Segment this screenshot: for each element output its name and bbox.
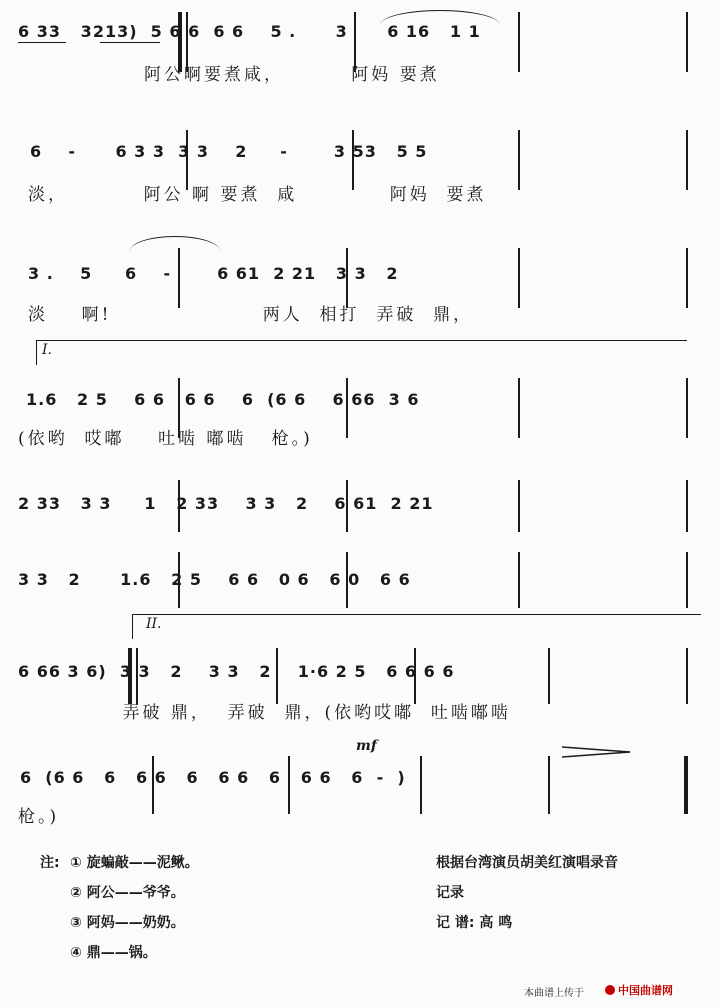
barline [186,130,188,190]
site-logo [605,982,673,998]
underline [100,42,160,43]
barline [178,552,180,608]
barline [352,130,354,190]
score-row-1 [0,0,719,115]
footnote-item: ④ 鼎——锅。 [70,945,157,961]
barline [548,756,550,814]
barline [136,648,138,704]
volta-1-bracket [36,340,687,365]
source-line-3: 记 谱: 高 鸣 [436,915,513,931]
barline [346,480,348,532]
lyrics-row-3: 淡 啊! 两人 相打 弄破 鼎， [28,305,474,325]
source-line-2: 记录 [436,885,464,901]
barline [518,552,520,608]
barline [186,12,188,72]
barline [686,480,688,532]
score-row-2 [0,118,719,228]
barline [518,12,520,72]
footnote-item: ② 阿公——爷爷。 [70,885,185,901]
volta-2-label: II. [146,616,162,632]
notes-row-8: 6 (6 6 6 6 6 6 6 6 6 6 6 6 - ) [20,768,406,787]
logo-icon [605,985,615,995]
barline [346,552,348,608]
notes-row-3: 3 . 5 6 - 6 61 2 21 3 3 2 [28,264,399,283]
lyrics-row-1: 阿公啊要煮咸， 阿妈 要煮 [18,65,440,85]
volta-1-label: I. [42,342,52,358]
footnote-item: ③ 阿妈——奶奶。 [70,915,185,931]
footnotes-title: 注: [40,855,60,871]
barline [178,378,180,438]
barline [518,480,520,532]
notes-row-6: 3 3 2 1.6 2 5 6 6 0 6 6 0 6 6 [18,570,411,589]
source-credit [436,848,656,938]
barline [548,648,550,704]
score-row-7 [0,640,719,736]
notes-row-1: 6 33 3213) 5 6 6 6 6 5 . 3 6 16 1 1 [18,22,481,41]
barline [354,12,356,72]
barline [686,378,688,438]
lyrics-row-8: 枪。) [18,807,60,827]
dynamic-marking: mf [356,738,377,754]
barline [518,248,520,308]
score-row-8 [0,736,719,836]
barline [414,648,416,704]
source-line-1: 根据台湾演员胡美红演唱录音 [436,855,618,871]
lyrics-row-7: 弄破 鼎， 弄破 鼎，(依哟哎嘟 吐啮嘟啮 [30,703,511,723]
final-bar [684,756,688,814]
score-row-5 [0,476,719,546]
barline [346,248,348,308]
barline [686,130,688,190]
decrescendo-hairpin [562,744,632,760]
slur [380,10,500,25]
slur [130,236,220,251]
barline [686,248,688,308]
volta-2-bracket [132,614,701,639]
barline [686,12,688,72]
repeat-end-bar [128,648,132,704]
barline [420,756,422,814]
upload-note: 本曲谱上传于 [524,988,584,999]
barline [276,648,278,704]
underline [18,42,66,43]
barline [518,378,520,438]
notes-row-7: 6 66 3 6) 3 3 2 3 3 2 1·6 2 5 6 6 6 6 [18,662,455,681]
score-row-4 [0,368,719,468]
barline [686,648,688,704]
score-row-3 [0,228,719,338]
footnote-item: ① 旋蝙敲——泥鳅。 [70,855,199,871]
barline [152,756,154,814]
barline [178,248,180,308]
lyrics-row-2: 淡， 阿公 啊 要煮 咸 阿妈 要煮 [28,185,487,205]
barline [346,378,348,438]
notes-row-5: 2 33 3 3 1 2 33 3 3 2 6 61 2 21 [18,494,434,513]
notes-row-4: 1.6 2 5 6 6 6 6 6 (6 6 6 66 3 6 [26,390,420,409]
notes-row-2: 6 - 6 3 3 3 3 2 - 3 53 5 5 [30,142,428,161]
repeat-start-bar [178,12,182,72]
barline [686,552,688,608]
score-row-6 [0,548,719,618]
lyrics-row-4: (依哟 哎嘟 吐啮 嘟啮 枪。) [18,429,313,449]
logo-text: 中国曲谱网 [618,984,673,997]
barline [288,756,290,814]
barline [178,480,180,532]
barline [518,130,520,190]
